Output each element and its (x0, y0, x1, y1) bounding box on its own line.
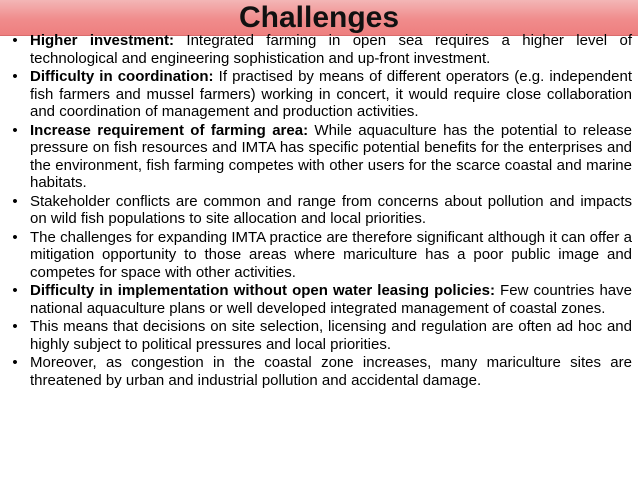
bullet-text: Integrated farming in open sea requires a higher level of technological and engineering sophistication and up-front investment. (30, 32, 632, 67)
bullet-item (8, 318, 632, 353)
bullet-text: This means that decisions on site selection, licensing and regulation are often ad hoc and highly subject to political pressures and local priorities. (30, 318, 632, 353)
bullet-dot-icon: • (12, 32, 18, 49)
bullet-item (8, 354, 632, 389)
bullet-text: Few countries have national aquaculture plans or well developed integrated management of coastal zones. (30, 282, 632, 317)
bullet-list (8, 32, 632, 390)
bullet-item (8, 282, 632, 317)
bullet-lead: Increase requirement of farming area: (30, 121, 309, 139)
bullet-dot-icon: • (12, 192, 18, 210)
bullet-text: Stakeholder conflicts are common and range from concerns about pollution and impacts on wild fish populations to site allocation and local priorities. (30, 192, 632, 227)
bullet-lead: Difficulty in coordination: (30, 68, 214, 85)
bullet-lead: Higher investment: (30, 32, 175, 49)
bullet-lead: Difficulty in implementation without open water leasing policies: (30, 282, 495, 299)
bullet-text: If practised by means of different operators (e.g. independent fish farmers and mussel farmers) working in concert, it would require close collaboration and coordination of management and production activities. (30, 68, 632, 120)
bullet-dot-icon: • (12, 354, 18, 371)
bullet-dot-icon: • (12, 318, 18, 335)
bullet-item (8, 68, 632, 121)
bullet-dot-icon: • (12, 282, 18, 299)
bullet-dot-icon: • (12, 121, 18, 139)
bullet-item (8, 229, 632, 282)
bullet-item (8, 193, 632, 228)
bullet-dot-icon: • (12, 228, 18, 246)
bullet-item (8, 122, 632, 192)
bullet-item (8, 32, 632, 67)
bullet-text: Moreover, as congestion in the coastal zone increases, many mariculture sites are threatened by urban and industrial pollution and accidental damage. (30, 354, 632, 389)
bullet-text: While aquaculture has the potential to release pressure on fish resources and IMTA has specific potential benefits for the enterprises and the environment, fish farming competes with other users for the scarce coastal and marine habitats. (30, 121, 632, 191)
bullet-text: The challenges for expanding IMTA practice are therefore significant although it can offer a mitigation opportunity to those areas where mariculture has a poor public image and competes for space with other activities. (30, 228, 632, 281)
slide-title: Challenges (238, 1, 400, 34)
bullet-dot-icon: • (12, 68, 18, 85)
